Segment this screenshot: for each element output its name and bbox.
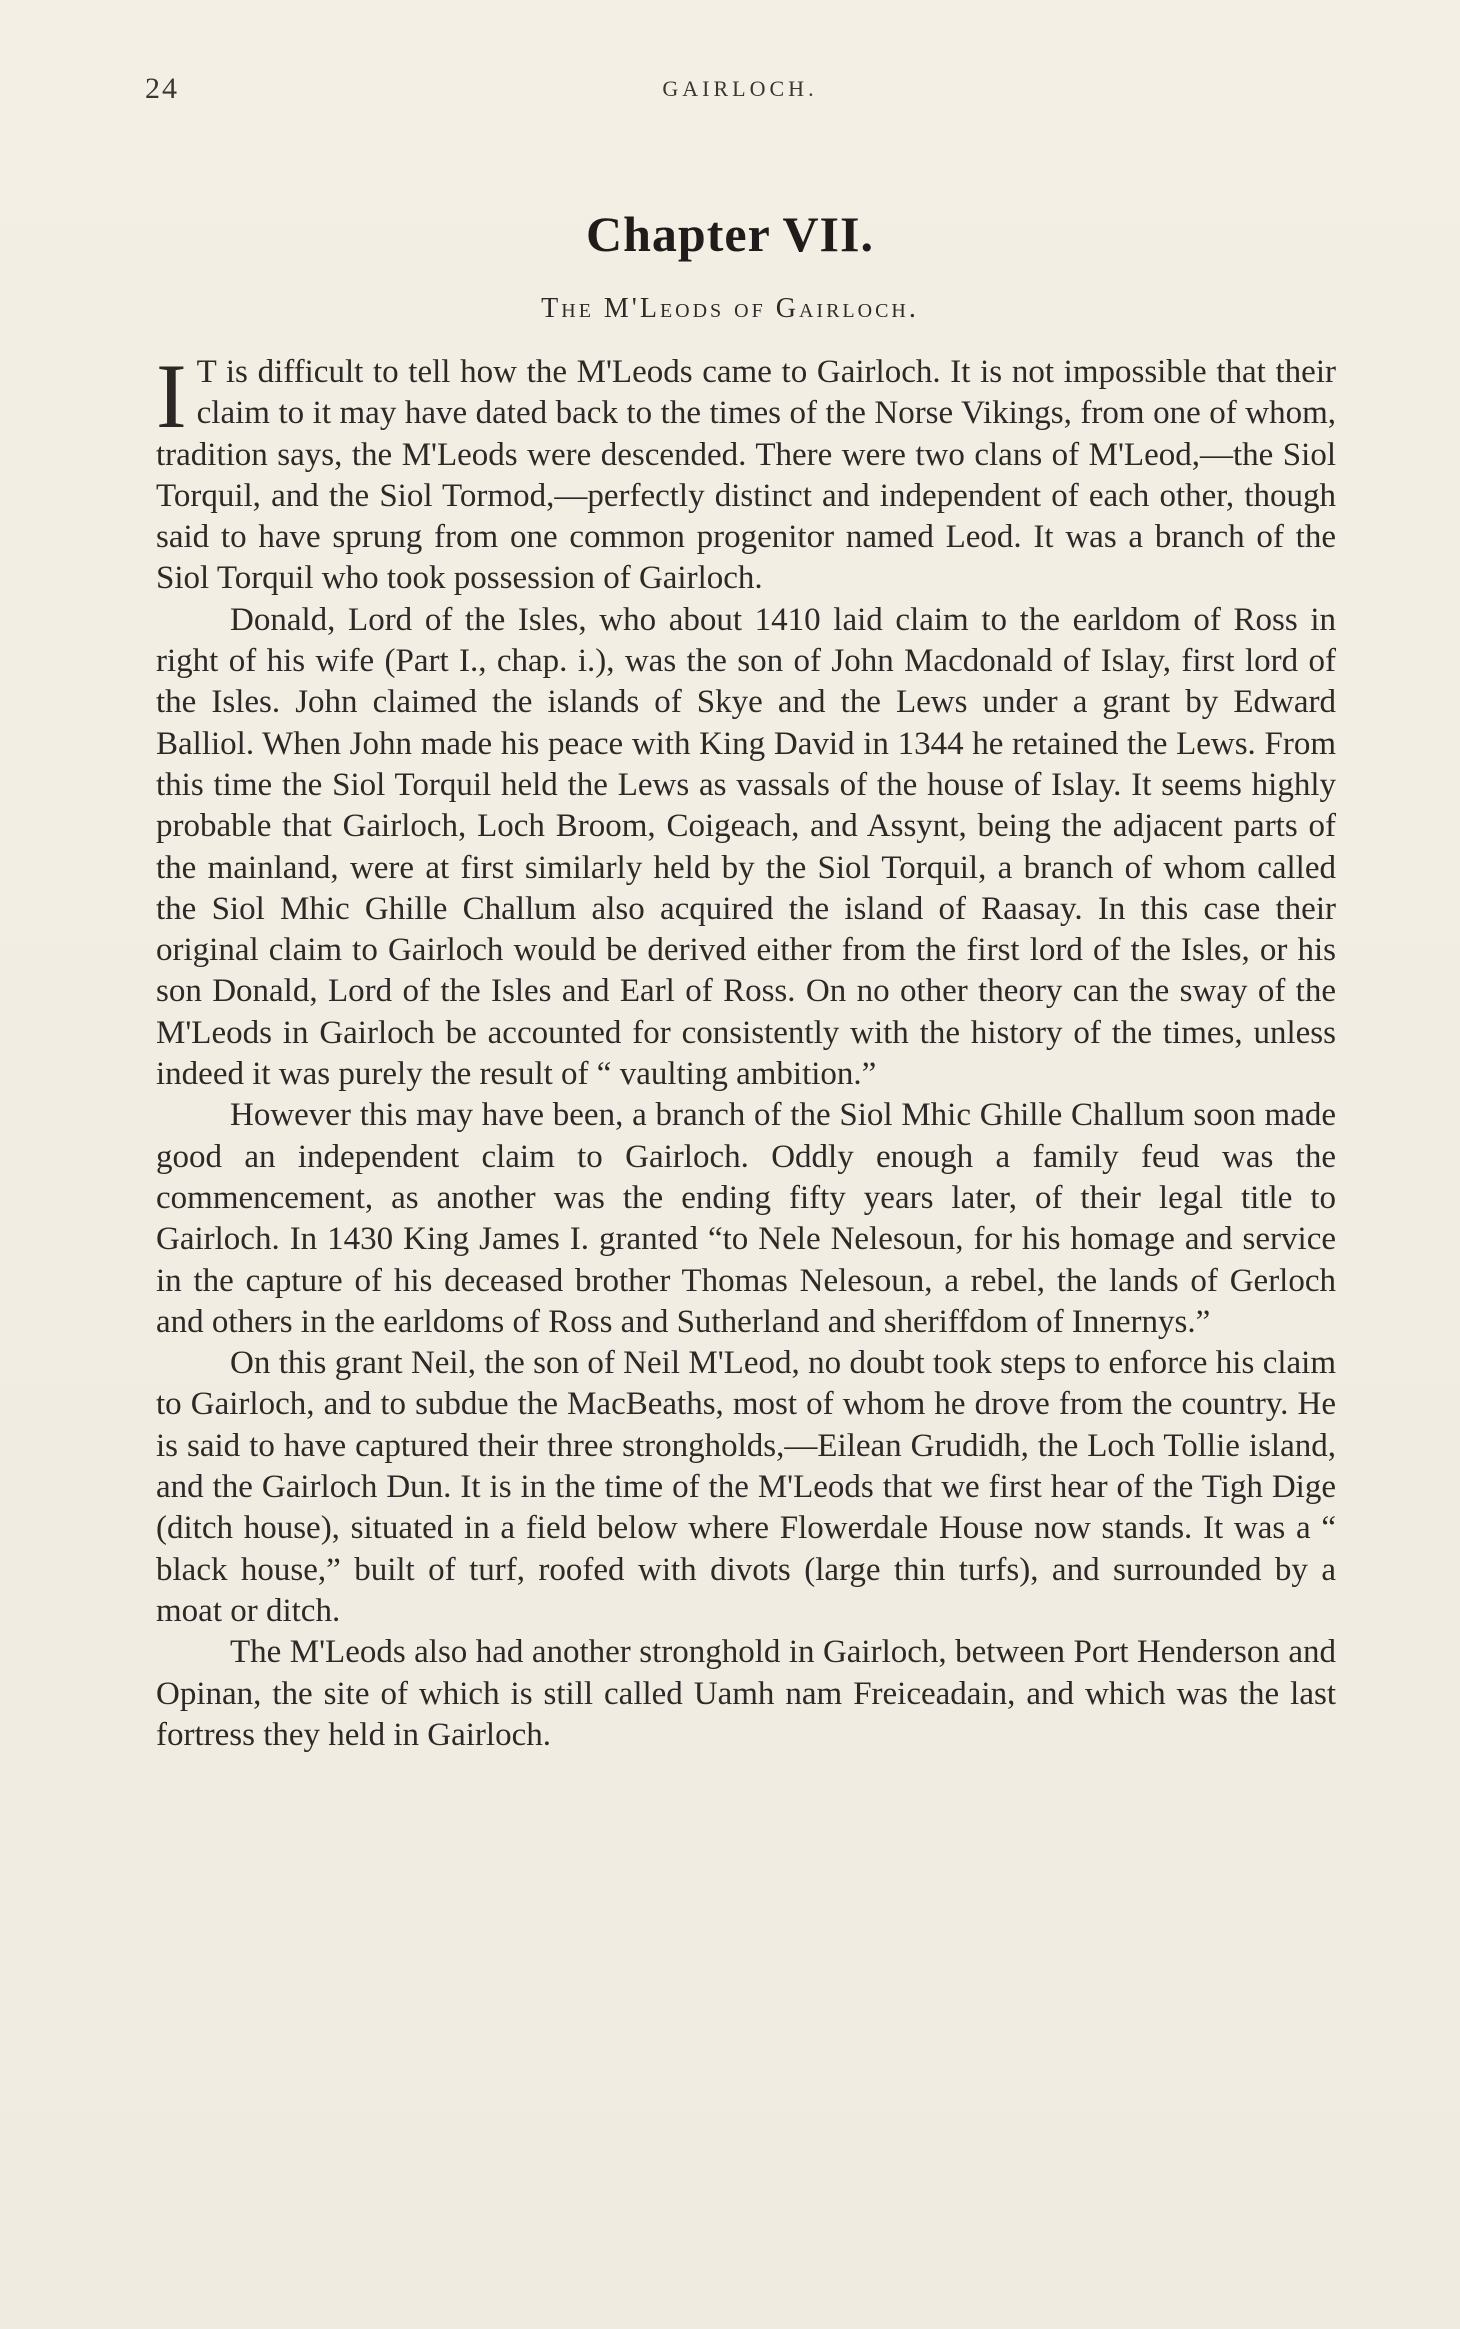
paragraph-2: Donald, Lord of the Isles, who about 1410 laid claim to the earldom of Ross in right of his wife (Part I., chap. i.), was the son of John Macdonald of Islay, first lord of the Isles. John claimed the islands of Skye and the Lews under a grant by Edward Balliol. When John made his peace with King David in 1344 he retained the Lews. From this time the Siol Torquil held the Lews as vassals of the house of Islay. It seems highly probable that Gairloch, Loch Broom, Coigeach, and Assynt, being the adjacent parts of the mainland, were at first similarly held by the Siol Torquil, a branch of whom called the Siol Mhic Ghille Challum also acquired the island of Raasay. In this case their original claim to Gairloch would be derived either from the first lord of the Isles, or his son Donald, Lord of the Isles and Earl of Ross. On no other theory can the sway of the M'Leods in Gairloch be accounted for consistently with the history of the times, unless indeed it was purely the result of “ vaulting ambition.” [156, 601, 1336, 1093]
paragraph-5: The M'Leods also had another stronghold in Gairloch, between Port Henderson and Opinan, the site of which is still called Uamh nam Freiceadain, and which was the last fortress they held in Gairloch. [156, 1634, 1336, 1753]
chapter-subtitle: The M'Leods of Gairloch. [541, 293, 919, 324]
paragraph-3: However this may have been, a branch of the Siol Mhic Ghille Challum soon made good an independent claim to Gairloch. Oddly enough a family feud was the commencement, as another was the ending fifty years later, of their legal title to Gairloch. In 1430 King James I. granted “to Nele Nelesoun, for his homage and service in the capture of his deceased brother Thomas Nelesoun, a rebel, the lands of Gerloch and others in the earldoms of Ross and Sutherland and sheriffdom of Innernys.” [156, 1097, 1336, 1340]
page-number: 24 [145, 72, 179, 105]
chapter-title: Chapter VII. [586, 206, 874, 262]
drop-cap: I [156, 345, 187, 447]
running-head: GAIRLOCH. [662, 76, 818, 101]
paragraph-4: On this grant Neil, the son of Neil M'Leod, no doubt took steps to enforce his claim to Gairloch, and to subdue the MacBeaths, most of whom he drove from the country. He is said to have captured their three strongholds,—Eilean Grudidh, the Loch Tollie island, and the Gairloch Dun. It is in the time of the M'Leods that we first hear of the Tigh Dige (ditch house), situated in a field below where Flowerdale House now stands. It was a “ black house,” built of turf, roofed with divots (large thin turfs), and surrounded by a moat or ditch. [156, 1345, 1336, 1629]
page-header [145, 72, 1335, 112]
chapter-body [156, 345, 1336, 1756]
paragraph-1-text: T is difficult to tell how the M'Leods came to Gairloch. It is not impossible that their claim to it may have dated back to the times of the Norse Vikings, from one of whom, tradition says, the M'Leods were descended. There were two clans of M'Leod,—the Siol Torquil, and the Siol Tormod,—perfectly distinct and independent of each other, though said to have sprung from one common progenitor named Leod. It was a branch of the Siol Torquil who took possession of Gairloch. [156, 354, 1336, 597]
paragraph-1 [156, 345, 1336, 600]
